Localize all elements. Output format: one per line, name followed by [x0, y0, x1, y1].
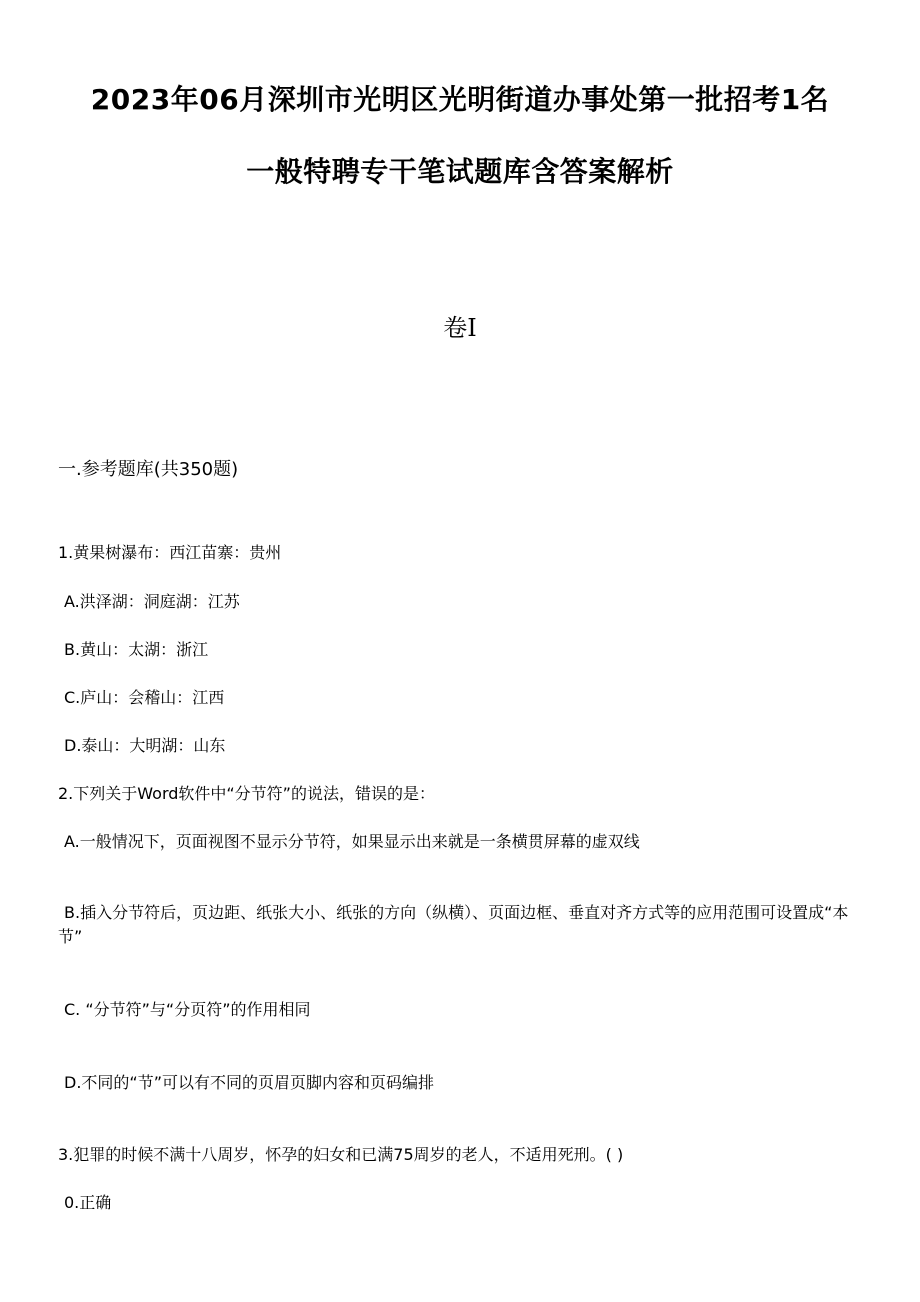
- question-1-option-d: D.泰山：大明湖：山东: [64, 736, 226, 755]
- document-title-line-1: 2023年06月深圳市光明区光明街道办事处第一批招考1名: [90, 83, 830, 116]
- question-2-option-b: B.插入分节符后，页边距、纸张大小、纸张的方向（纵横）、页面边框、垂直对齐方式等的应用范围可设置成“本节”: [58, 903, 849, 946]
- question-1-option-c: C.庐山：会稽山：江西: [64, 688, 225, 707]
- question-2-option-d: D.不同的“节”可以有不同的页眉页脚内容和页码编排: [64, 1073, 434, 1092]
- question-1-option-a: A.洪泽湖：洞庭湖：江苏: [64, 592, 240, 611]
- section-heading: 一.参考题库(共350题): [58, 459, 239, 480]
- question-1-option-b: B.黄山：太湖：浙江: [64, 640, 209, 659]
- document-title-line-2: 一般特聘专干笔试题库含答案解析: [246, 155, 674, 188]
- question-2-stem: 2.下列关于Word软件中“分节符”的说法，错误的是：: [58, 784, 435, 803]
- question-3-stem: 3.犯罪的时候不满十八周岁，怀孕的妇女和已满75周岁的老人，不适用死刑。( ): [58, 1145, 624, 1164]
- question-3-option-1: 0.正确: [64, 1193, 112, 1212]
- volume-label: 卷I: [443, 314, 477, 342]
- question-2-option-c: C. “分节符”与“分页符”的作用相同: [64, 1000, 311, 1019]
- question-1-stem: 1.黄果树瀑布：西江苗寨：贵州: [58, 543, 282, 562]
- question-2-option-a: A.一般情况下，页面视图不显示分节符，如果显示出来就是一条横贯屏幕的虚双线: [64, 832, 640, 851]
